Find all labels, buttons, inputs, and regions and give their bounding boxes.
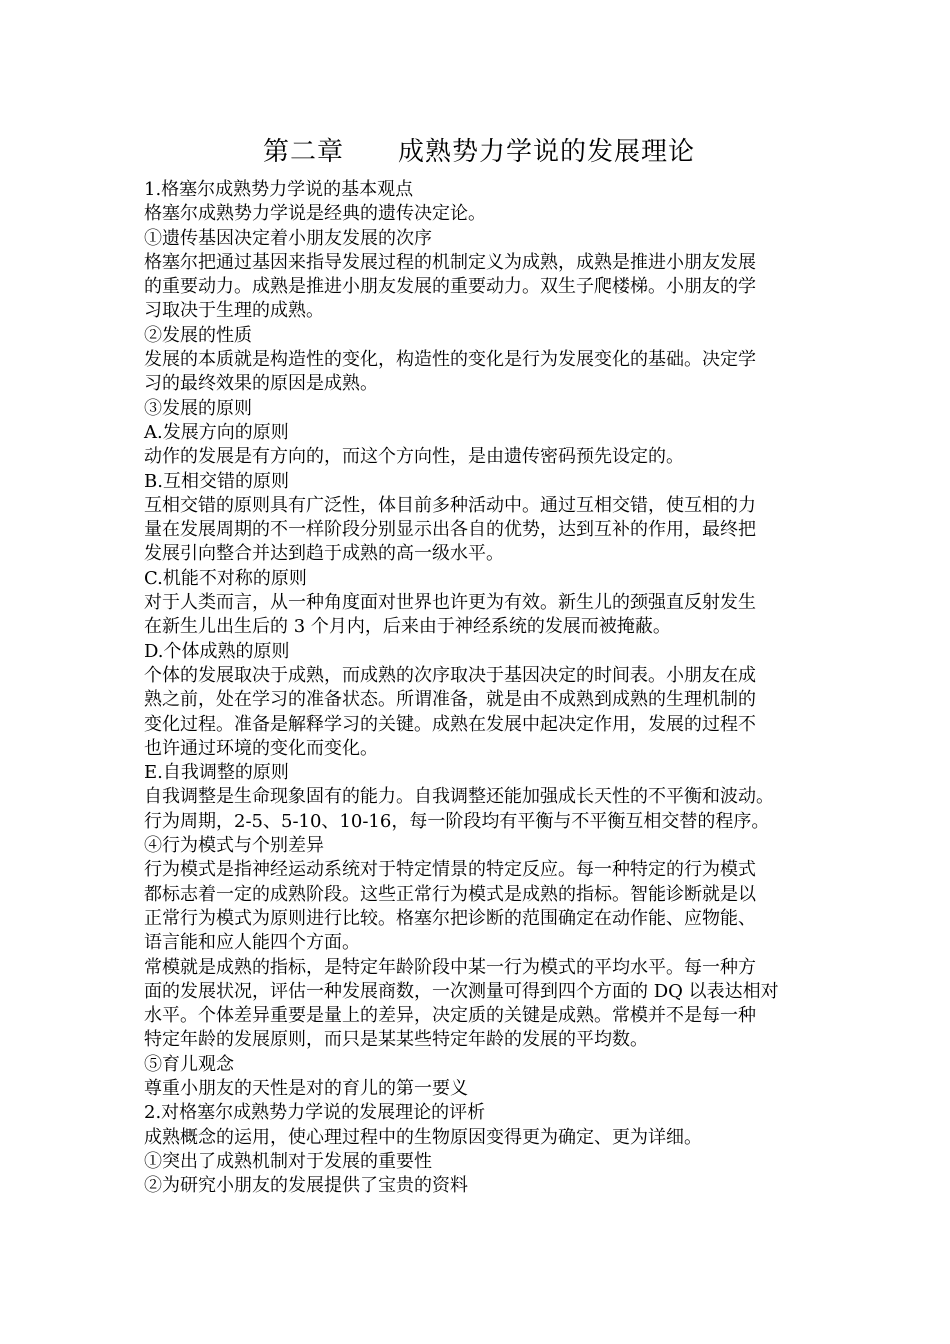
text-line: 在新生儿出生后的 3 个月内，后来由于神经系统的发展而被掩蔽。 bbox=[144, 616, 671, 638]
text-line: ⑤育儿观念 bbox=[144, 1053, 234, 1075]
text-line: 2.对格塞尔成熟势力学说的发展理论的评析 bbox=[144, 1102, 486, 1124]
text-line: 行为周期，2-5、5-10、10-16，每一阶段均有平衡与不平衡互相交替的程序。 bbox=[144, 810, 770, 832]
text-line: 1.格塞尔成熟势力学说的基本观点 bbox=[144, 179, 414, 200]
text-line: 格塞尔把通过基因来指导发展过程的机制定义为成熟，成熟是推进小朋友发展 bbox=[144, 251, 756, 273]
text-line: 正常行为模式为原则进行比较。格塞尔把诊断的范围确定在动作能、应物能、 bbox=[144, 907, 756, 929]
document-body bbox=[144, 178, 814, 1198]
chapter-title: 第二章 成熟势力学说的发展理论 bbox=[262, 137, 695, 167]
text-line: ②发展的性质 bbox=[144, 324, 252, 346]
text-line: ①遗传基因决定着小朋友发展的次序 bbox=[144, 227, 432, 249]
text-line: 发展引向整合并达到趋于成熟的高一级水平。 bbox=[144, 543, 504, 565]
text-line: 成熟概念的运用，使心理过程中的生物原因变得更为确定、更为详细。 bbox=[144, 1126, 702, 1148]
text-line: D.个体成熟的原则 bbox=[144, 640, 290, 662]
text-line: 对于人类而言，从一种角度面对世界也许更为有效。新生儿的颈强直反射发生 bbox=[144, 592, 756, 614]
text-line: 的重要动力。成熟是推进小朋友发展的重要动力。双生子爬楼梯。小朋友的学 bbox=[144, 276, 756, 298]
text-line: 都标志着一定的成熟阶段。这些正常行为模式是成熟的指标。智能诊断就是以 bbox=[144, 883, 756, 905]
document-page bbox=[144, 132, 814, 1198]
text-line: 也许通过环境的变化而变化。 bbox=[144, 737, 378, 759]
text-line: 习的最终效果的原因是成熟。 bbox=[144, 373, 378, 395]
text-line: 互相交错的原则具有广泛性，体目前多种活动中。通过互相交错，使互相的力 bbox=[144, 494, 756, 516]
text-line: 变化过程。准备是解释学习的关键。成熟在发展中起决定作用，发展的过程不 bbox=[144, 713, 756, 735]
text-line: 行为模式是指神经运动系统对于特定情景的特定反应。每一种特定的行为模式 bbox=[144, 859, 756, 881]
text-line: A.发展方向的原则 bbox=[144, 421, 289, 443]
text-line: 特定年龄的发展原则，而只是某某些特定年龄的发展的平均数。 bbox=[144, 1029, 648, 1051]
text-line: 量在发展周期的不一样阶段分别显示出各自的优势，达到互补的作用，最终把 bbox=[144, 519, 756, 541]
text-line: ④行为模式与个别差异 bbox=[144, 835, 324, 857]
text-line: 熟之前，处在学习的准备状态。所谓准备，就是由不成熟到成熟的生理机制的 bbox=[144, 689, 756, 711]
text-line: C.机能不对称的原则 bbox=[144, 567, 307, 589]
text-line: ③发展的原则 bbox=[144, 397, 252, 419]
text-line: B.互相交错的原则 bbox=[144, 470, 289, 492]
text-line: 自我调整是生命现象固有的能力。自我调整还能加强成长天性的不平衡和波动。 bbox=[144, 786, 774, 808]
text-line: 水平。个体差异重要是量上的差异，决定质的关键是成熟。常模并不是每一种 bbox=[144, 1005, 756, 1027]
text-line: 常模就是成熟的指标，是特定年龄阶段中某一行为模式的平均水平。每一种方 bbox=[144, 956, 756, 978]
text-line: 个体的发展取决于成熟，而成熟的次序取决于基因决定的时间表。小朋友在成 bbox=[144, 664, 756, 686]
text-line: 发展的本质就是构造性的变化，构造性的变化是行为发展变化的基础。决定学 bbox=[144, 349, 756, 371]
text-line: 动作的发展是有方向的，而这个方向性，是由遗传密码预先设定的。 bbox=[144, 446, 684, 468]
text-line: 格塞尔成熟势力学说是经典的遗传决定论。 bbox=[144, 203, 486, 225]
text-line: 语言能和应人能四个方面。 bbox=[144, 932, 360, 954]
text-line: ②为研究小朋友的发展提供了宝贵的资料 bbox=[144, 1175, 468, 1197]
text-line: 尊重小朋友的天性是对的育儿的第一要义 bbox=[144, 1077, 468, 1099]
text-line: ①突出了成熟机制对于发展的重要性 bbox=[144, 1150, 432, 1172]
text-line: E.自我调整的原则 bbox=[144, 762, 289, 784]
text-line: 面的发展状况，评估一种发展商数，一次测量可得到四个方面的 DQ 以表达相对 bbox=[144, 980, 779, 1002]
text-line: 习取决于生理的成熟。 bbox=[144, 300, 324, 322]
